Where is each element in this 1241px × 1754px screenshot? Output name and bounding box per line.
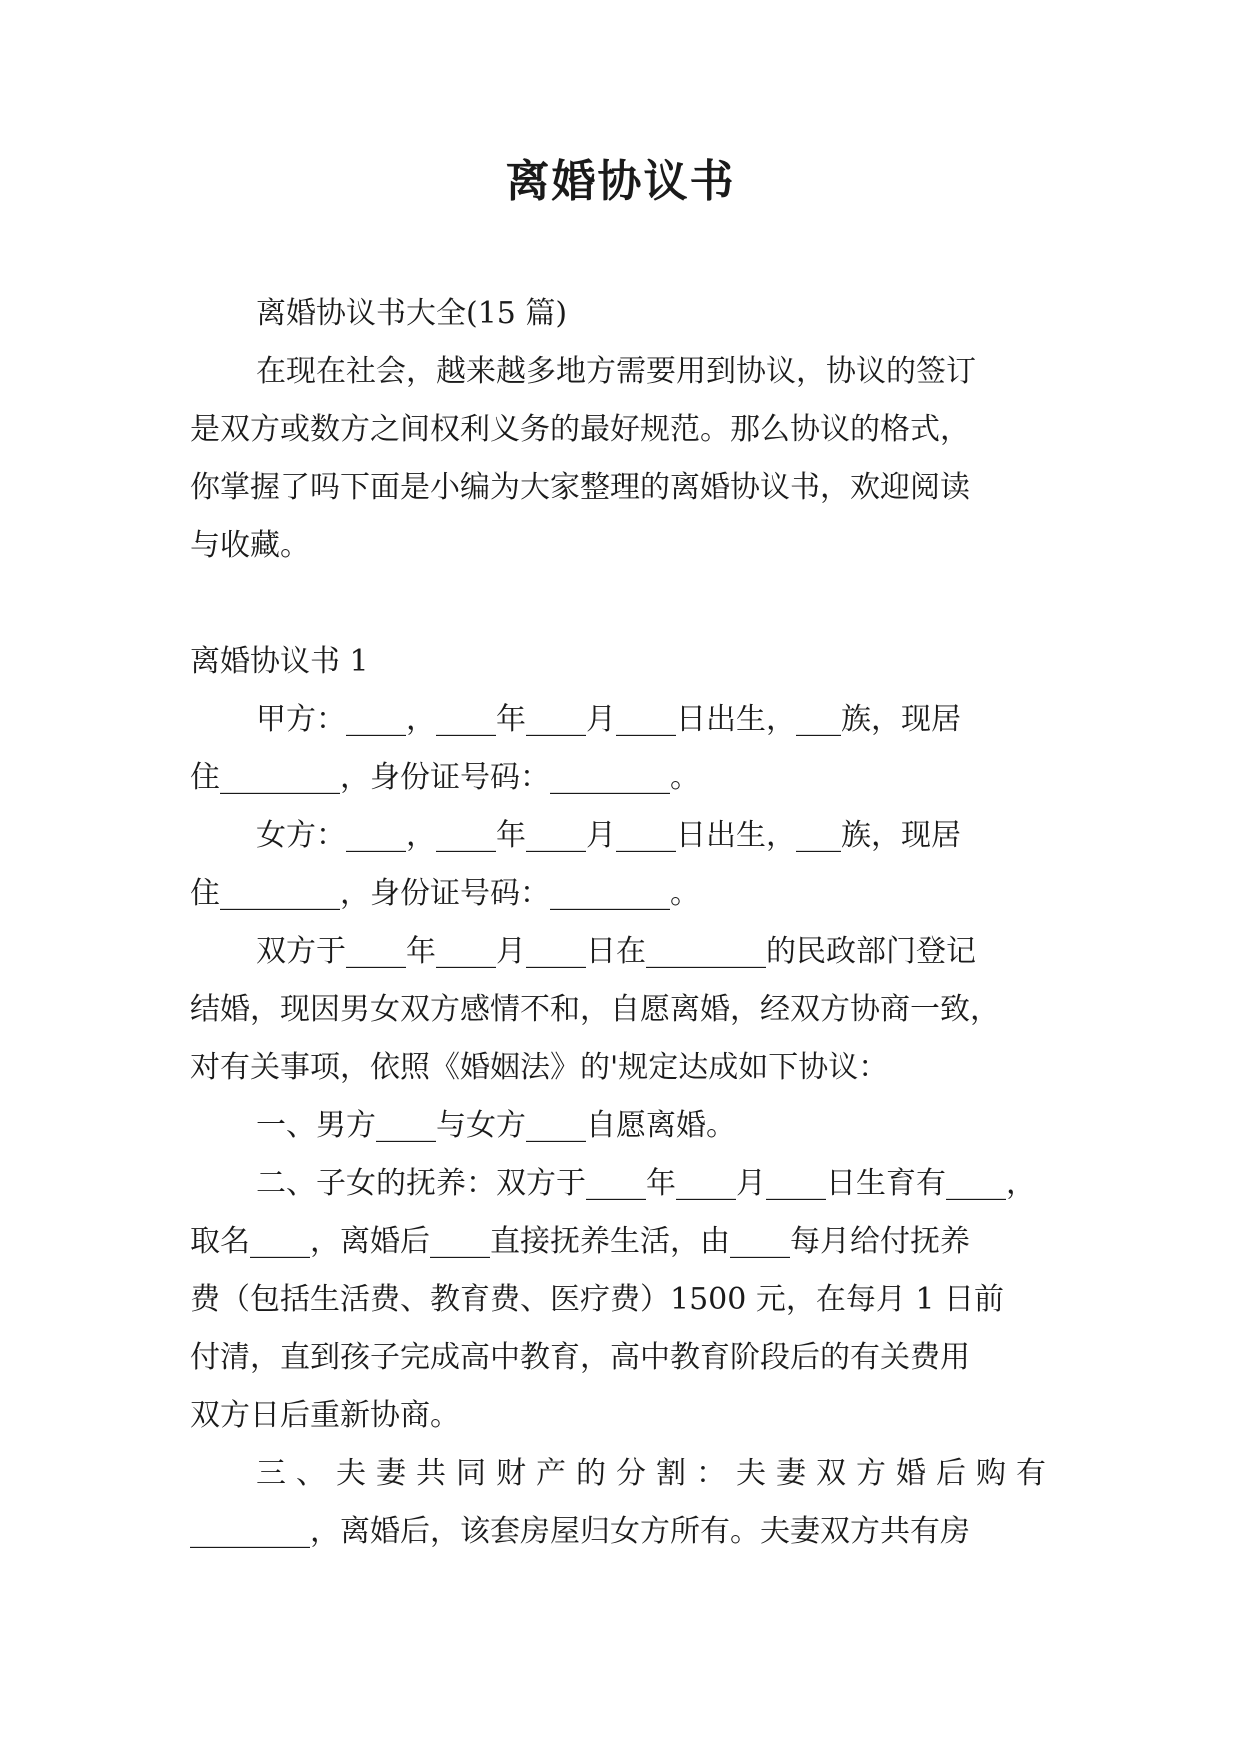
subtitle-paragraph xyxy=(190,285,1050,343)
clause-3-line: 三、夫妻共同财产的分割：夫妻双方婚后购有 xyxy=(256,1456,1056,1491)
intro-line: 与收藏。 xyxy=(190,528,310,563)
intro-line: 你掌握了吗下面是小编为大家整理的离婚协议书，欢迎阅读 xyxy=(190,470,970,505)
marriage-line: 双方于____年____月____日在________的民政部门登记 xyxy=(256,934,976,969)
party-a-paragraph xyxy=(190,691,1050,807)
intro-line: 在现在社会，越来越多地方需要用到协议，协议的签订 xyxy=(256,354,976,389)
clause-3-line: ________，离婚后，该套房屋归女方所有。夫妻双方共有房 xyxy=(190,1514,970,1549)
intro-line: 是双方或数方之间权利义务的最好规范。那么协议的格式， xyxy=(190,412,970,447)
clause-2-line: 双方日后重新协商。 xyxy=(190,1398,460,1433)
section-heading-text: 离婚协议书 1 xyxy=(190,644,369,679)
marriage-line: 对有关事项，依照《婚姻法》的'规定达成如下协议： xyxy=(190,1050,889,1085)
clause-2-line: 费（包括生活费、教育费、医疗费）1500 元，在每月 1 日前 xyxy=(190,1282,1005,1317)
party-b-line: 女方：____，____年____月____日出生，___族，现居 xyxy=(256,818,961,853)
marriage-paragraph xyxy=(190,923,1050,1097)
clause-3-paragraph xyxy=(190,1445,1056,1561)
clause-2-line: 付清，直到孩子完成高中教育，高中教育阶段后的有关费用 xyxy=(190,1340,970,1375)
clause-1-paragraph xyxy=(190,1097,1050,1155)
party-a-line: 甲方：____，____年____月____日出生，___族，现居 xyxy=(256,702,961,737)
clause-2-paragraph xyxy=(190,1155,1050,1445)
clause-1-line: 一、男方____与女方____自愿离婚。 xyxy=(256,1108,736,1143)
document-title: 离婚协议书 xyxy=(505,156,736,207)
clause-2-line: 二、子女的抚养：双方于____年____月____日生育有____， xyxy=(256,1166,1036,1201)
intro-paragraph xyxy=(190,343,1050,575)
party-b-line: 住________，身份证号码：________。 xyxy=(190,876,700,911)
document-body xyxy=(190,285,1056,1561)
party-b-paragraph xyxy=(190,807,1050,923)
marriage-line: 结婚，现因男女双方感情不和，自愿离婚，经双方协商一致， xyxy=(190,992,1000,1027)
clause-2-line: 取名____，离婚后____直接抚养生活，由____每月给付抚养 xyxy=(190,1224,970,1259)
party-a-line: 住________，身份证号码：________。 xyxy=(190,760,700,795)
section-heading xyxy=(190,633,1050,691)
subtitle-line: 离婚协议书大全(15 篇) xyxy=(256,296,568,331)
